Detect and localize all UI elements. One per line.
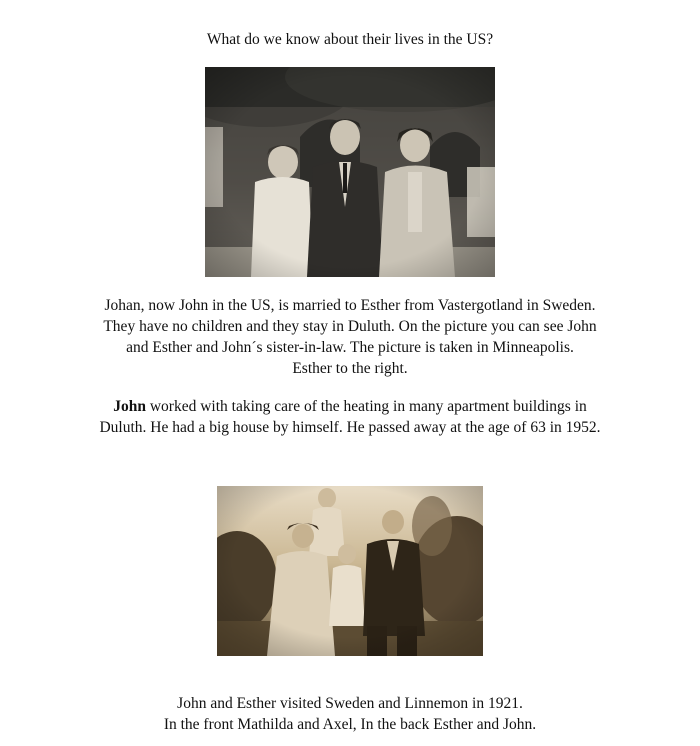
caption2-line2: In the front Mathilda and Axel, In the back Esther and John. xyxy=(163,716,537,733)
paragraph2-line1-rest: worked with taking care of the heating in many apartment buildings in xyxy=(145,398,587,415)
photo-john-esther-sister-in-law xyxy=(205,67,495,277)
paragraph1-line4: Esther to the right. xyxy=(292,360,408,377)
photo-visit-sweden-1921 xyxy=(217,486,483,656)
bold-name-john: John xyxy=(113,398,146,415)
caption2-line1: John and Esther visited Sweden and Linnemon in 1921. xyxy=(177,695,523,712)
paragraph1-line3: and Esther and John´s sister-in-law. The picture is taken in Minneapolis. xyxy=(126,339,574,356)
paragraph2-line1 xyxy=(0,397,700,417)
paragraph2-line2: Duluth. He had a big house by himself. He passed away at the age of 63 in 1952. xyxy=(99,419,601,436)
paragraph1-line2: They have no children and they stay in Duluth. On the picture you can see John xyxy=(103,318,597,335)
paragraph1-line1: Johan, now John in the US, is married to Esther from Vastergotland in Sweden. xyxy=(104,297,596,314)
page-heading: What do we know about their lives in the US? xyxy=(206,31,494,48)
